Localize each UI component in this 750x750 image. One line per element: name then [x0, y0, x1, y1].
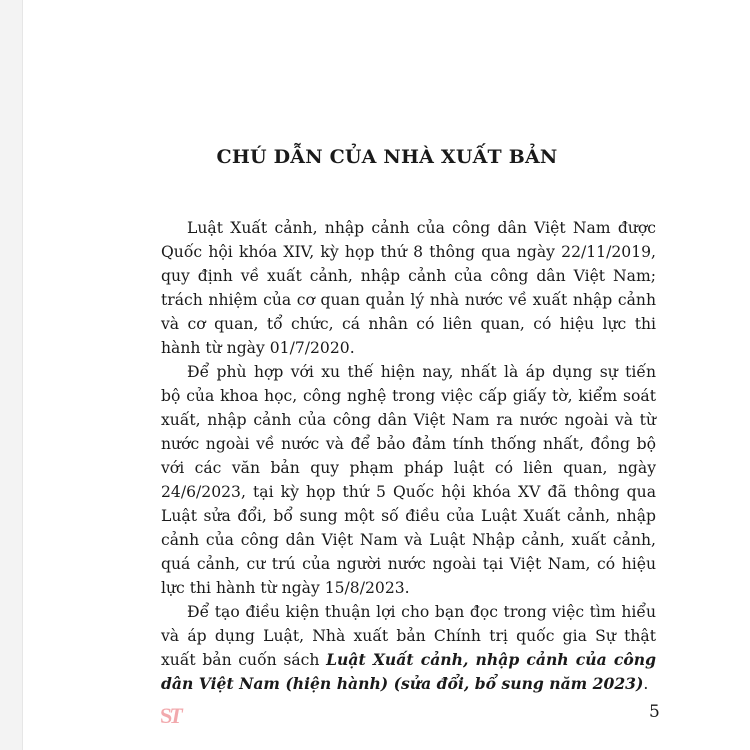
text-line: Để tạo điều kiện thuận lợi cho bạn đọc trong việc tìm hiểu [187, 603, 656, 621]
book-title-part-1: Luật Xuất cảnh, nhập cảnh của công [326, 650, 656, 669]
page-number: 5 [649, 702, 660, 722]
text-line: 24/6/2023, tại kỳ họp thứ 5 Quốc hội khóa XV đã thông qua [161, 483, 656, 501]
publisher-logo: ST [160, 703, 180, 728]
text-line: và cơ quan, tổ chức, cá nhân có liên quan, có hiệu lực thi [161, 315, 656, 333]
text-line: xuất, nhập cảnh của công dân Việt Nam ra nước ngoài và từ [161, 411, 656, 429]
text-run: xuất bản cuốn sách [161, 651, 327, 669]
text-run: . [643, 675, 649, 693]
text-line [161, 648, 656, 672]
book-title-part-2: dân Việt Nam (hiện hành) (sửa đổi, bổ sung năm 2023) [161, 674, 644, 693]
text-line: nước ngoài về nước và để bảo đảm tính thống nhất, đồng bộ [161, 435, 656, 453]
text-line: hành từ ngày 01/7/2020. [161, 339, 355, 357]
page-title: CHÚ DẪN CỦA NHÀ XUẤT BẢN [216, 146, 558, 168]
text-line: với các văn bản quy phạm pháp luật có liên quan, ngày [161, 459, 656, 477]
text-line: cảnh của công dân Việt Nam và Luật Nhập cảnh, xuất cảnh, [161, 531, 656, 549]
text-line [161, 672, 656, 696]
document-body [161, 216, 656, 696]
paragraph-3 [161, 600, 656, 696]
text-line: Quốc hội khóa XIV, kỳ họp thứ 8 thông qua ngày 22/11/2019, [161, 243, 656, 261]
text-line: quy định về xuất cảnh, nhập cảnh của công dân Việt Nam; [161, 267, 656, 285]
text-line: lực thi hành từ ngày 15/8/2023. [161, 579, 410, 597]
document-page [22, 0, 750, 750]
text-line: trách nhiệm của cơ quan quản lý nhà nước về xuất nhập cảnh [161, 291, 656, 309]
text-line: và áp dụng Luật, Nhà xuất bản Chính trị quốc gia Sự thật [161, 627, 656, 645]
text-line: Luật sửa đổi, bổ sung một số điều của Luật Xuất cảnh, nhập [161, 507, 656, 525]
paragraph-1 [161, 216, 656, 360]
text-line: Để phù hợp với xu thế hiện nay, nhất là áp dụng sự tiến [187, 363, 656, 381]
text-line: bộ của khoa học, công nghệ trong việc cấp giấy tờ, kiểm soát [161, 387, 656, 405]
paragraph-2 [161, 360, 656, 600]
text-line: quá cảnh, cư trú của người nước ngoài tại Việt Nam, có hiệu [161, 555, 656, 573]
text-line: Luật Xuất cảnh, nhập cảnh của công dân Việt Nam được [187, 219, 656, 237]
